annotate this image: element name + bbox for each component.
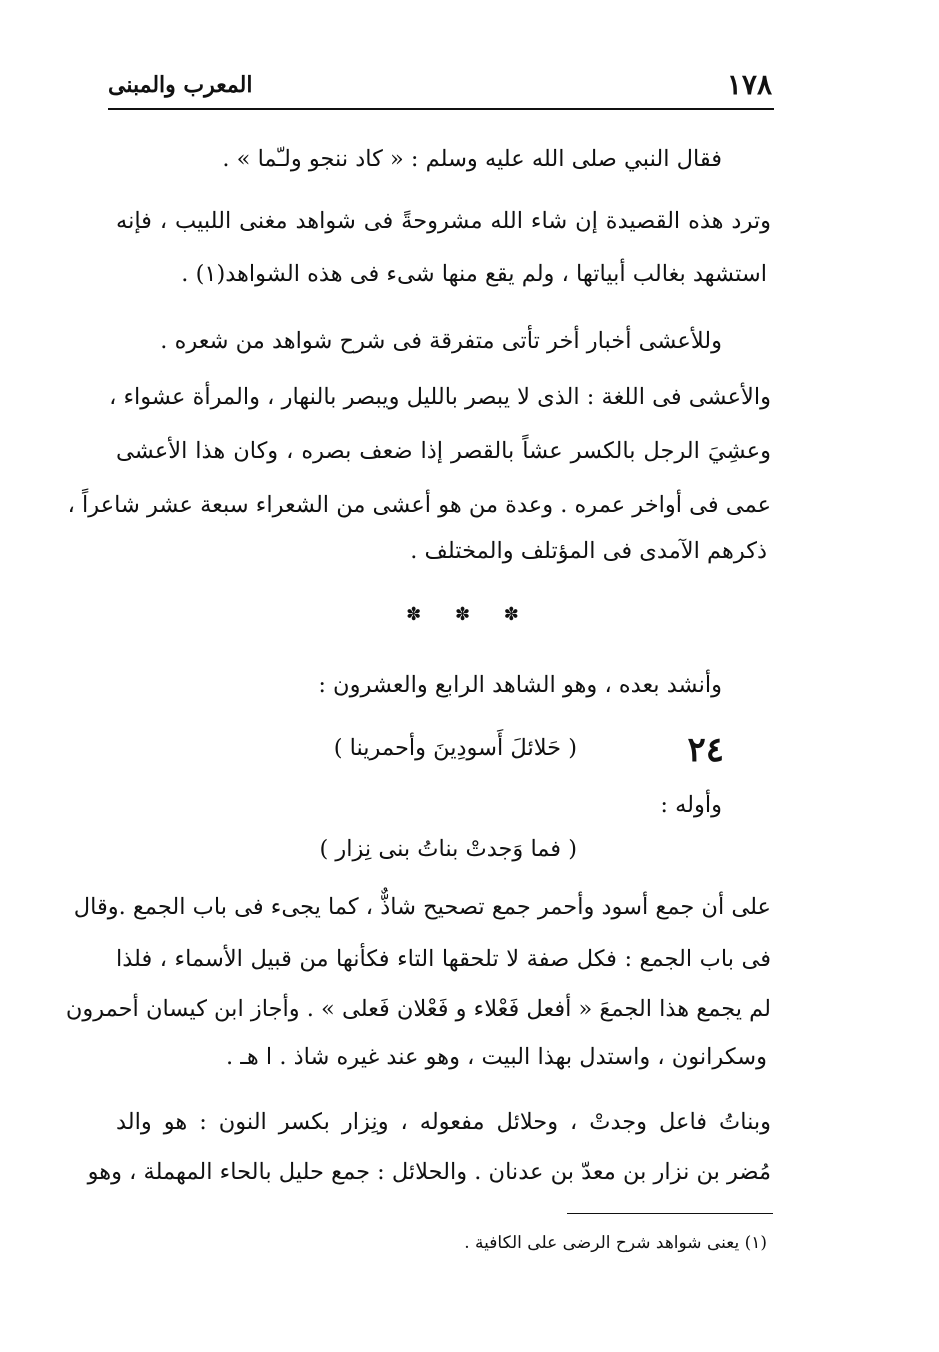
footnote: (١) يعنى شواهد شرح الرضى على الكافية . — [464, 1233, 767, 1253]
verse-number: ٢٤ — [687, 730, 724, 770]
body2-line-1: على أن جمع أسود وأحمر جمع تصحيح شاذٌّ ، كما يجىء فى باب الجمع .وقال — [73, 894, 771, 920]
body2-line-2: فى باب الجمع : فكل صفة لا تلحقها التاء فكأنها من قبيل الأسماء ، فلذا — [116, 946, 771, 972]
body-line-4: وللأعشى أخبار أخر تأتى متفرقة فى شرح شواهد من شعره . — [160, 328, 722, 354]
header-rule — [108, 108, 774, 110]
section-separator: ✽ ✽ ✽ — [406, 604, 533, 625]
page-number: ١٧٨ — [726, 68, 772, 101]
running-title: المعرب والمبنى — [108, 72, 253, 98]
body2-line-5: وبناتُ فاعل وجدتْ ، وحلائل مفعوله ، ونِزار بكسر النون : هو والد — [116, 1109, 771, 1135]
page-header — [108, 62, 772, 102]
body2-line-3: لم يجمع هذا الجمعَ « أفعل فَعْلاء و فَعْلان فَعلى » . وأجاز ابن كيسان أحمرون — [65, 996, 771, 1022]
verse-line: ( حَلائلَ أَسودِينَ وأحمرينا ) — [333, 735, 577, 761]
footnote-rule — [567, 1213, 773, 1214]
body2-line-6: مُضر بن نزار بن معدّ بن عدنان . والحلائل : جمع حليل بالحاء المهملة ، وهو — [87, 1159, 771, 1185]
body-line-8: ذكرهم الآمدى فى المؤتلف والمختلف . — [410, 538, 767, 564]
verse-start-line: ( فما وَجدتْ بناتُ بنى نِزار ) — [319, 836, 577, 862]
awwaluh-label: وأوله : — [660, 792, 722, 818]
intro-line: وأنشد بعده ، وهو الشاهد الرابع والعشرون : — [318, 672, 722, 698]
body-line-3: استشهد بغالب أبياتها ، ولم يقع منها شىء فى هذه الشواهد(١) . — [181, 261, 767, 287]
body-line-7: عمى فى أواخر عمره . وعدة من هو أعشى من الشعراء سبعة عشر شاعراً ، — [67, 492, 771, 518]
body-line-6: وعشِيَ الرجل بالكسر عشاً بالقصر إذا ضعف بصره ، وكان هذا الأعشى — [116, 438, 771, 464]
body-line-5: والأعشى فى اللغة : الذى لا يبصر بالليل ويبصر بالنهار ، والمرأة عشواء ، — [109, 384, 771, 410]
body-line-1: فقال النبي صلى الله عليه وسلم : « كاد ننجو ولـّما » . — [222, 146, 722, 172]
body-line-2: وترد هذه القصيدة إن شاء الله مشروحةً فى شواهد مغنى اللبيب ، فإنه — [116, 208, 771, 234]
body2-line-4: وسكرانون ، واستدل بهذا البيت ، وهو عند غيره شاذ . ا هـ . — [226, 1044, 767, 1070]
